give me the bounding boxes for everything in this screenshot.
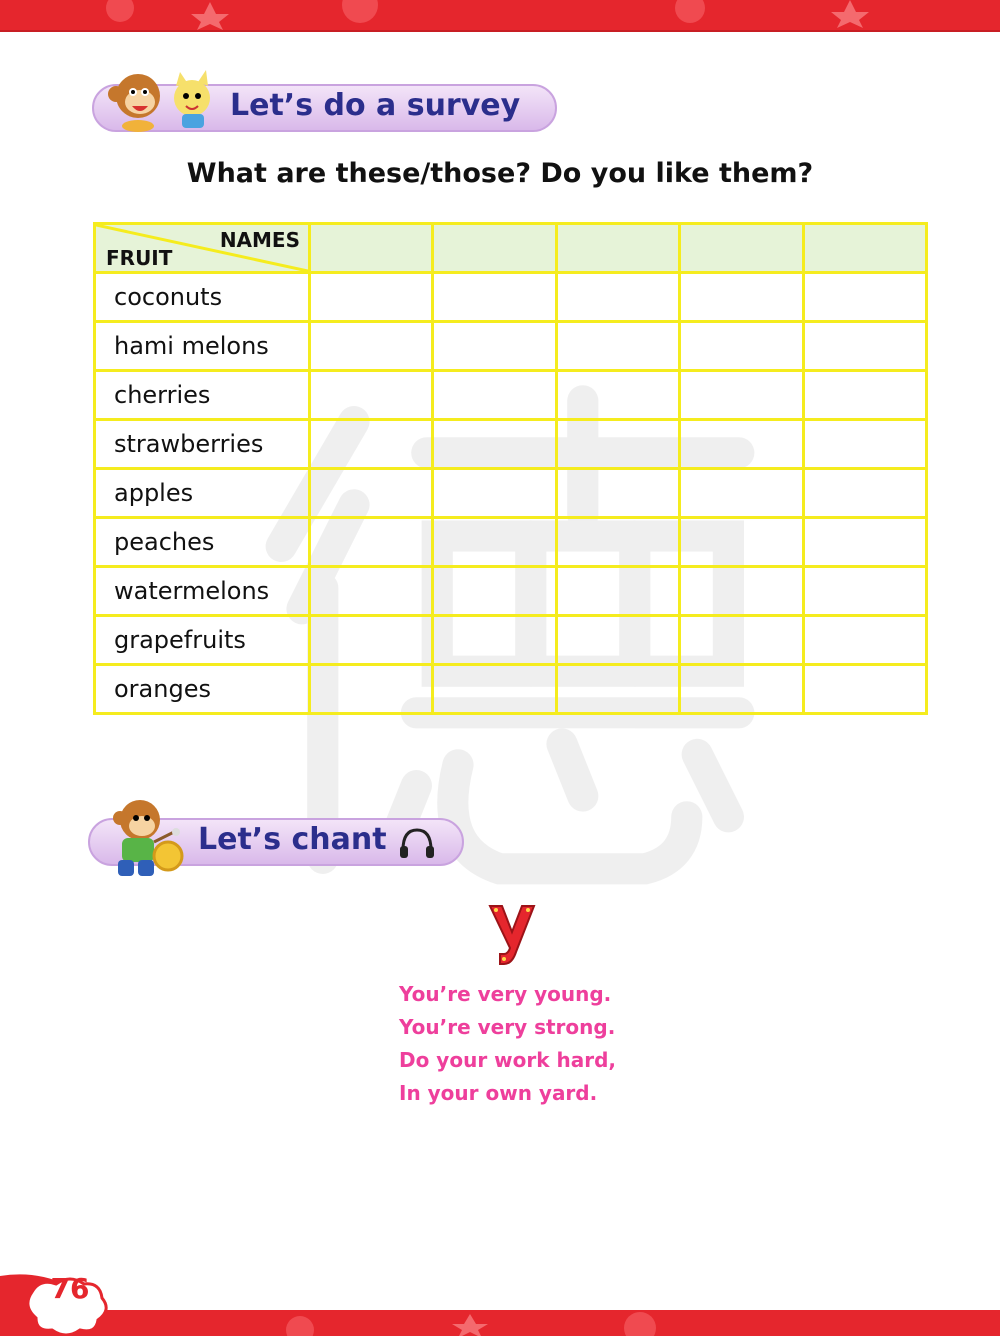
chant-line: You’re very strong.: [399, 1015, 616, 1039]
chant-line: In your own yard.: [399, 1081, 598, 1105]
survey-cell[interactable]: [433, 518, 556, 567]
survey-cell[interactable]: [310, 273, 433, 322]
fruit-label: strawberries: [95, 420, 310, 469]
survey-cell[interactable]: [433, 616, 556, 665]
survey-cell[interactable]: [433, 322, 556, 371]
table-row: [95, 518, 927, 567]
survey-question: What are these/those? Do you like them?: [186, 158, 814, 189]
table-row: [95, 273, 927, 322]
header-names-fruit-cell: [95, 224, 310, 273]
survey-cell[interactable]: [433, 567, 556, 616]
chant-line: Do your work hard,: [399, 1048, 617, 1072]
name-column-1[interactable]: [310, 224, 433, 273]
band-stars: [0, 0, 1000, 30]
monkey-cat-mascot-icon: [100, 66, 230, 132]
survey-cell[interactable]: [310, 616, 433, 665]
fruit-label: grapefruits: [95, 616, 310, 665]
survey-cell[interactable]: [556, 616, 679, 665]
fruit-label: hami melons: [95, 322, 310, 371]
survey-cell[interactable]: [680, 616, 803, 665]
fruit-label: coconuts: [95, 273, 310, 322]
fruit-label: peaches: [95, 518, 310, 567]
survey-cell[interactable]: [556, 567, 679, 616]
survey-cell[interactable]: [803, 273, 926, 322]
table-row: [95, 420, 927, 469]
survey-cell[interactable]: [803, 518, 926, 567]
survey-cell[interactable]: [433, 273, 556, 322]
survey-cell[interactable]: [556, 371, 679, 420]
table-row: [95, 665, 927, 714]
survey-cell[interactable]: [433, 665, 556, 714]
survey-cell[interactable]: [310, 420, 433, 469]
survey-cell[interactable]: [803, 371, 926, 420]
chant-line: You’re very young.: [399, 982, 612, 1006]
survey-cell[interactable]: [803, 567, 926, 616]
survey-cell[interactable]: [680, 518, 803, 567]
headphones-icon[interactable]: [397, 826, 437, 860]
survey-cell[interactable]: [680, 420, 803, 469]
survey-cell[interactable]: [680, 371, 803, 420]
survey-cell[interactable]: [803, 469, 926, 518]
header-fruit-label: FRUIT: [106, 246, 173, 270]
survey-cell[interactable]: [680, 273, 803, 322]
survey-cell[interactable]: [680, 665, 803, 714]
survey-cell[interactable]: [433, 469, 556, 518]
survey-cell[interactable]: [803, 616, 926, 665]
survey-cell[interactable]: [310, 469, 433, 518]
survey-cell[interactable]: [803, 665, 926, 714]
page-number: 76: [50, 1271, 90, 1305]
survey-cell[interactable]: [556, 518, 679, 567]
survey-cell[interactable]: [556, 469, 679, 518]
survey-cell[interactable]: [556, 420, 679, 469]
survey-cell[interactable]: [556, 322, 679, 371]
survey-title: Let’s do a survey: [230, 88, 521, 123]
table-row: [95, 371, 927, 420]
name-column-5[interactable]: [803, 224, 926, 273]
survey-cell[interactable]: [556, 665, 679, 714]
fruit-label: watermelons: [95, 567, 310, 616]
survey-cell[interactable]: [310, 567, 433, 616]
survey-cell[interactable]: [433, 371, 556, 420]
survey-cell[interactable]: [310, 371, 433, 420]
name-column-4[interactable]: [680, 224, 803, 273]
table-row: [95, 322, 927, 371]
survey-table: [93, 222, 928, 715]
table-header-row: [95, 224, 927, 273]
letter-y-icon: [482, 900, 542, 970]
survey-cell[interactable]: [310, 322, 433, 371]
table-row: [95, 469, 927, 518]
survey-cell[interactable]: [803, 420, 926, 469]
table-row: [95, 616, 927, 665]
survey-cell[interactable]: [680, 469, 803, 518]
survey-cell[interactable]: [433, 420, 556, 469]
fruit-label: cherries: [95, 371, 310, 420]
monkey-gong-mascot-icon: [94, 792, 194, 882]
bottom-decorative-band: [0, 1310, 1000, 1336]
name-column-3[interactable]: [556, 224, 679, 273]
survey-cell[interactable]: [803, 322, 926, 371]
survey-cell[interactable]: [556, 273, 679, 322]
survey-cell[interactable]: [680, 322, 803, 371]
table-row: [95, 567, 927, 616]
chant-text: [399, 978, 616, 1110]
survey-cell[interactable]: [680, 567, 803, 616]
name-column-2[interactable]: [433, 224, 556, 273]
survey-cell[interactable]: [310, 665, 433, 714]
band-stars-bottom: [0, 1310, 1000, 1336]
fruit-label: apples: [95, 469, 310, 518]
chant-title: Let’s chant: [198, 822, 387, 857]
top-decorative-band: [0, 0, 1000, 32]
header-names-label: NAMES: [219, 228, 300, 252]
survey-cell[interactable]: [310, 518, 433, 567]
fruit-label: oranges: [95, 665, 310, 714]
